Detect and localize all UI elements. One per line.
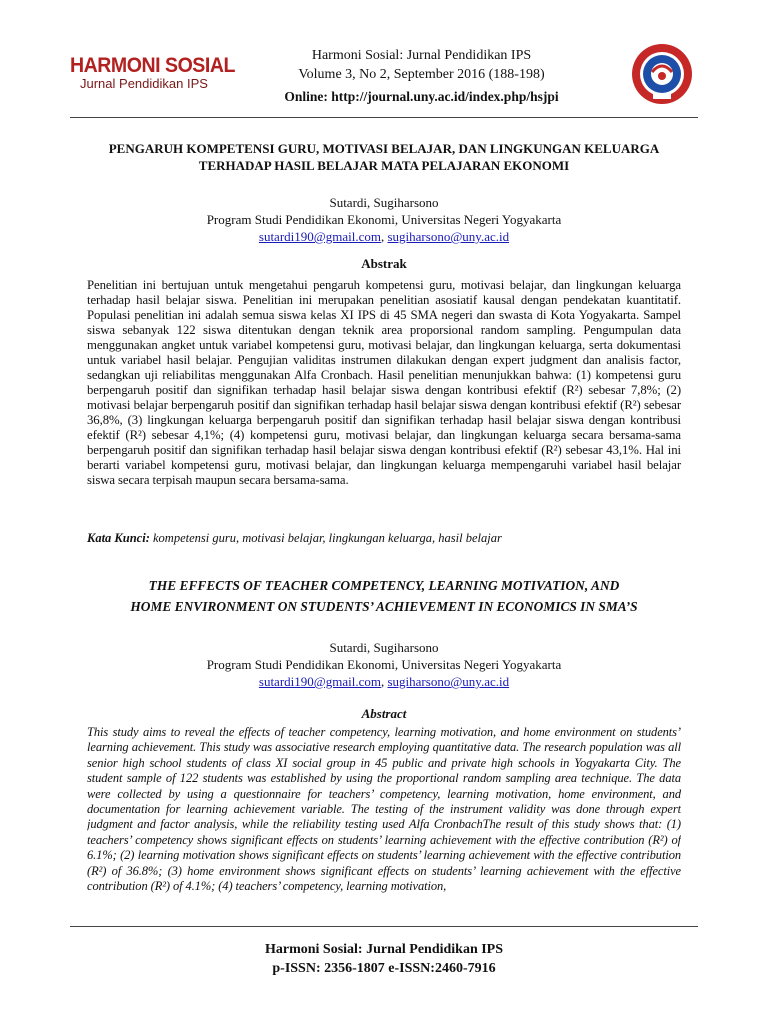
footer-issn: p-ISSN: 2356-1807 e-ISSN:2460-7916 bbox=[272, 961, 496, 976]
journal-seal-icon bbox=[630, 42, 694, 106]
authors-id: Sutardi, Sugiharsono bbox=[329, 195, 439, 210]
page-header bbox=[70, 36, 698, 116]
abstract-body-id: Penelitian ini bertujuan untuk mengetahui pengaruh kompetensi guru, motivasi belajar, dan lingkungan keluarga terhadap hasil belajar siswa. Penelitian ini merupakan penelitian asosiatif kausal dengan pendekatan kuantitatif. Populasi penelitian ini adalah semua siswa kelas XI IPS di 45 SMA negeri dan swasta di Kota Yogyakarta. Sampel siswa sebanyak 122 siswa ditentukan dengan teknik area proporsional random sampling. Pengumpulan data menggunakan angket untuk variabel kompetensi guru, motivasi belajar, dan lingkungan keluarga, serta dokumentasi untuk variabel hasil belajar. Pengujian validitas instrumen dilakukan dengan expert judgment dan analisis factor, sedangkan uji reliabilitas menggunakan Alfa Cronbach. Hasil penelitian menunjukkan bahwa: (1) kompetensi guru berpengaruh positif dan signifikan terhadap hasil belajar siswa dengan kontribusi efektif (R²) sebesar 7,8%; (2) motivasi belajar berpengaruh positif dan signifikan terhadap hasil belajar siswa dengan kontribusi efektif (R²) sebesar 36,8%, (3) lingkungan keluarga berpengaruh positif dan signifikan terhadap hasil belajar siswa dengan kontribusi efektif (R²) sebesar 4,1%; (4) kompetensi guru, motivasi belajar, dan lingkungan keluarga secara bersama-sama berpengaruh positif dan signifikan terhadap hasil belajar siswa dengan kontribusi efektif (R²) sebesar 43,1%. Hal ini berarti variabel kompetensi guru, motivasi belajar, dan lingkungan keluarga mempengaruhi variabel hasil belajar siswa secara terpisah maupun secara bersama-sama. bbox=[87, 278, 681, 487]
paper-title-en-line2: HOME ENVIRONMENT ON STUDENTS’ ACHIEVEMENT IN ECONOMICS IN SMA’S bbox=[130, 599, 638, 614]
affiliation-id: Program Studi Pendidikan Ekonomi, Universitas Negeri Yogyakarta bbox=[206, 212, 562, 227]
abstract-heading-en: Abstract bbox=[361, 706, 407, 721]
header-rule bbox=[70, 117, 698, 118]
email-link-sugiharsono[interactable]: sugiharsono@uny.ac.id bbox=[387, 229, 510, 244]
journal-info bbox=[220, 46, 623, 106]
abstract-heading-id: Abstrak bbox=[361, 256, 407, 271]
footer-rule bbox=[70, 926, 698, 927]
journal-volume: Volume 3, No 2, September 2016 (188-198) bbox=[298, 67, 545, 82]
emails-id bbox=[90, 228, 678, 245]
footer-journal: Harmoni Sosial: Jurnal Pendidikan IPS bbox=[264, 942, 504, 957]
paper-title-id: PENGARUH KOMPETENSI GURU, MOTIVASI BELAJAR, DAN LINGKUNGAN KELUARGA TERHADAP HASIL BELAJAR MATA PELAJARAN EKONOMI bbox=[108, 141, 660, 173]
email-separator-en: , bbox=[380, 674, 388, 689]
email-link-sutardi[interactable]: sutardi190@gmail.com bbox=[258, 229, 381, 244]
logo-title: HARMONI SOSIAL bbox=[70, 54, 235, 77]
email-link-sugiharsono-en[interactable]: sugiharsono@uny.ac.id bbox=[387, 674, 510, 689]
abstract-body-en: This study aims to reveal the effects of teacher competency, learning motivation, and home environment on students’ learning achievement. This study was associative research employing quantitative data. The research population was all senior high school students of class XI social group in 45 public and private high schools in Yogyakarta City. The student sample of 122 students was established by using the proportional random sampling area technique. The data were collected by using a questionnaire for teachers’ competency, learning motivation, home environment, and documentation for learning achievement variable. The testing of the instrument validity was done through expert judgment and factor analysis, while the reliability testing used Alfa CronbachThe result of this study shows that: (1) teachers’ competency shows significant effects on students’ learning achievement with the effective contribution (R²) of 6.1%; (2) learning motivation shows significant effects on students’ learning achievement with the effective contribution (R²) of 36.8%; (3) home environment shows significant effects on students’ learning achievement with the effective contribution (R²) of 4.1%; (4) teachers’ competency, learning motivation, bbox=[87, 725, 681, 894]
keywords bbox=[87, 531, 681, 546]
journal-name: Harmoni Sosial: Jurnal Pendidikan IPS bbox=[311, 48, 532, 63]
keywords-list: kompetensi guru, motivasi belajar, lingkungan keluarga, hasil belajar bbox=[149, 531, 502, 545]
journal-logo bbox=[70, 54, 235, 91]
affiliation-en: Program Studi Pendidikan Ekonomi, Universitas Negeri Yogyakarta bbox=[206, 657, 562, 672]
page-footer bbox=[70, 940, 698, 978]
paper-title-en bbox=[70, 575, 698, 617]
journal-online-url: Online: http://journal.uny.ac.id/index.php/hsjpi bbox=[284, 89, 559, 104]
authors-block-en bbox=[90, 639, 678, 690]
email-link-sutardi-en[interactable]: sutardi190@gmail.com bbox=[258, 674, 381, 689]
authors-en: Sutardi, Sugiharsono bbox=[329, 640, 439, 655]
email-separator: , bbox=[380, 229, 388, 244]
paper-title-en-line1: THE EFFECTS OF TEACHER COMPETENCY, LEARNING MOTIVATION, AND bbox=[148, 578, 620, 593]
logo-subtitle: Jurnal Pendidikan IPS bbox=[80, 76, 208, 91]
authors-block-id bbox=[90, 194, 678, 245]
keywords-label: Kata Kunci: bbox=[87, 531, 150, 545]
emails-en bbox=[90, 673, 678, 690]
